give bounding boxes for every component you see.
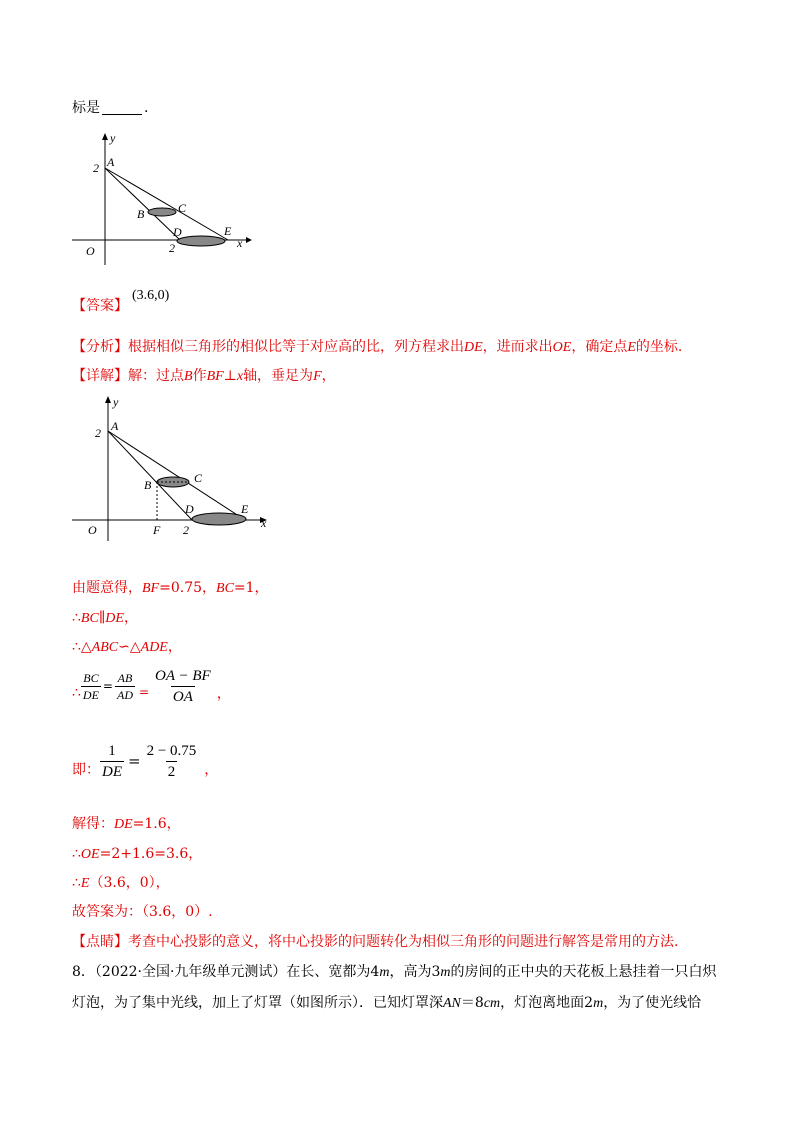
line-AD — [105, 168, 180, 240]
detail-F: F — [313, 369, 322, 384]
detail-text4: ， — [321, 368, 336, 384]
step-2 — [72, 608, 138, 629]
step-6 — [72, 814, 181, 835]
comment-line — [72, 932, 678, 952]
figure-1 — [70, 130, 260, 270]
answer-tag: 【答案】 — [72, 298, 128, 314]
comment-text: 考查中心投影的意义，将中心投影的问题转化为相似三角形的问题进行解答是常用的方法. — [128, 934, 679, 950]
label-C: C — [194, 471, 203, 485]
step-8 — [72, 873, 170, 894]
step-9: 故答案为：（3.6，0）. — [72, 904, 213, 920]
step3-ADE: ADE — [140, 640, 168, 655]
step-1 — [72, 578, 269, 599]
step2-par: ∥ — [98, 610, 106, 626]
fraction-AB-AD-den: AD — [116, 687, 133, 702]
shadow-DE — [192, 513, 246, 525]
analysis-text1: 根据相似三角形的相似比等于对应高的比，列方程求出 — [128, 339, 464, 355]
step3-post: ， — [167, 639, 182, 655]
detail-tag: 【详解】 — [72, 368, 128, 384]
fraction-2-075-2-num: 2 − 0.75 — [146, 742, 197, 759]
q8-unit-cm: cm — [483, 996, 501, 1011]
step3-sim: ∽△ — [118, 639, 141, 655]
label-x: x — [237, 236, 243, 250]
label-A: A — [107, 155, 115, 169]
fraction-AB-AD-num: AB — [117, 670, 133, 685]
step2-DE: DE — [105, 611, 124, 626]
step6-text1: 解得： — [72, 816, 114, 832]
label-E: E — [241, 502, 249, 516]
analysis-text4: 的坐标. — [635, 339, 683, 355]
step4-pre: ∴ — [72, 685, 81, 701]
label-2-x: 2 — [183, 523, 189, 537]
y-axis-arrow — [105, 396, 111, 403]
step1-BC: BC — [216, 581, 234, 596]
detail-BF: BF — [206, 369, 224, 384]
label-B: B — [137, 207, 145, 221]
question-tail — [72, 98, 148, 118]
detail-line — [72, 366, 336, 387]
label-C: C — [178, 201, 187, 215]
line-AE — [108, 431, 245, 520]
fraction-AB-AD — [115, 670, 135, 703]
label-y: y — [110, 131, 116, 145]
step3-pre: ∴△ — [72, 639, 92, 655]
step5-post: ， — [204, 762, 219, 778]
label-A: A — [111, 419, 119, 433]
fraction-BC-DE — [81, 670, 101, 703]
step1-BF: BF — [142, 581, 160, 596]
label-D: D — [173, 225, 182, 239]
label-B: B — [144, 478, 152, 492]
q8-unit-m1: m — [379, 965, 390, 980]
q8-line2-a: 灯泡，为了集中光线，加上了灯罩（如图所示）．已知灯罩深 — [72, 995, 443, 1011]
step1-v2: =1， — [233, 580, 269, 596]
detail-text2: 作 — [192, 368, 207, 384]
detail-text1: 解：过点 — [128, 368, 184, 384]
fraction-2-075-2-den: 2 — [166, 761, 178, 782]
step4-eq1: = — [102, 679, 113, 693]
step8-v: （3.6，0）， — [89, 875, 170, 891]
comment-tag: 【点睛】 — [72, 934, 128, 950]
label-D: D — [185, 502, 194, 516]
step2-pre: ∴ — [72, 610, 81, 626]
fraction-1-DE-num: 1 — [108, 742, 116, 759]
fraction-OA-BF-OA-num: OA − BF — [155, 667, 211, 684]
step2-BC: BC — [80, 611, 99, 626]
label-E: E — [224, 224, 232, 238]
label-2-x: 2 — [169, 241, 175, 255]
fraction-1-DE — [100, 741, 124, 782]
fraction-BC-DE-num: BC — [83, 670, 99, 685]
answer-blank — [102, 100, 142, 115]
q8-line1-b: ，高为3 — [389, 964, 441, 980]
shade-BC — [148, 208, 176, 216]
step1-text1: 由题意得， — [72, 580, 142, 596]
step4-eq2: = — [138, 685, 150, 699]
label-x: x — [261, 516, 267, 530]
step3-ABC: ABC — [91, 640, 119, 655]
step7-OE: OE — [80, 847, 100, 862]
step-3 — [72, 637, 182, 658]
question-tail-text: 标是 — [72, 100, 100, 116]
shadow-DE — [177, 236, 225, 246]
label-2-y: 2 — [95, 426, 101, 440]
q8-line2 — [72, 993, 701, 1014]
detail-text3: 轴，垂足为 — [243, 368, 314, 384]
step6-v: =1.6， — [132, 816, 181, 832]
fraction-OA-BF-OA — [153, 666, 213, 707]
label-2-y: 2 — [93, 161, 99, 175]
step8-E: E — [80, 876, 90, 891]
label-F: F — [153, 523, 161, 537]
step5-eq: = — [128, 752, 141, 770]
figure-2-diagram — [70, 393, 280, 543]
step7-pre: ∴ — [72, 846, 81, 862]
step7-v: =2+1.6=3.6， — [99, 846, 203, 862]
analysis-OE: OE — [552, 340, 572, 355]
q8-line1-a: 8．（2022·全国·九年级单元测试）在长、宽都为4 — [72, 964, 380, 980]
detail-B: B — [184, 369, 193, 384]
step-5 — [72, 738, 218, 784]
q8-unit-m2: m — [440, 965, 451, 980]
analysis-DE: DE — [464, 340, 483, 355]
q8-line2-c: ，灯泡离地面2 — [500, 995, 594, 1011]
fraction-OA-BF-OA-den: OA — [171, 686, 195, 707]
step-7 — [72, 844, 202, 865]
step-4 — [72, 664, 231, 708]
step4-post: ， — [216, 686, 231, 702]
figure-1-diagram — [70, 130, 260, 270]
analysis-text2: ，进而求出 — [482, 339, 553, 355]
analysis-tag: 【分析】 — [72, 339, 128, 355]
question-tail-dot: . — [144, 100, 149, 116]
detail-x: x — [236, 369, 244, 384]
fraction-1-DE-den: DE — [100, 761, 124, 782]
answer-value: (3.6,0) — [132, 288, 170, 303]
q8-line1 — [72, 962, 717, 983]
analysis-text3: ，确定点 — [571, 339, 628, 355]
q8-line1-c: 的房间的正中央的天花板上悬挂着一只白炽 — [450, 964, 717, 980]
label-O: O — [86, 244, 95, 258]
q8-line2-b: ＝8 — [460, 995, 484, 1011]
step6-DE: DE — [114, 817, 133, 832]
step1-v1: =0.75， — [159, 580, 217, 596]
fraction-BC-DE-den: DE — [82, 687, 99, 702]
q8-line2-d: ，为了使光线恰 — [603, 995, 702, 1011]
label-y: y — [113, 395, 119, 409]
line-AD — [108, 431, 192, 520]
fraction-2-075-2 — [145, 741, 199, 782]
label-O: O — [88, 523, 97, 537]
step2-post: ， — [123, 610, 138, 626]
analysis-E: E — [627, 340, 636, 355]
analysis-line — [72, 337, 682, 358]
step8-pre: ∴ — [72, 875, 81, 891]
line-AE — [105, 168, 228, 240]
figure-2 — [70, 393, 280, 543]
q8-AN: AN — [443, 996, 461, 1011]
x-axis-arrow — [246, 237, 252, 243]
q8-unit-m3: m — [593, 996, 604, 1011]
step5-pre: 即： — [72, 762, 100, 778]
detail-perp: ⊥ — [223, 368, 237, 384]
y-axis-arrow — [102, 133, 108, 140]
